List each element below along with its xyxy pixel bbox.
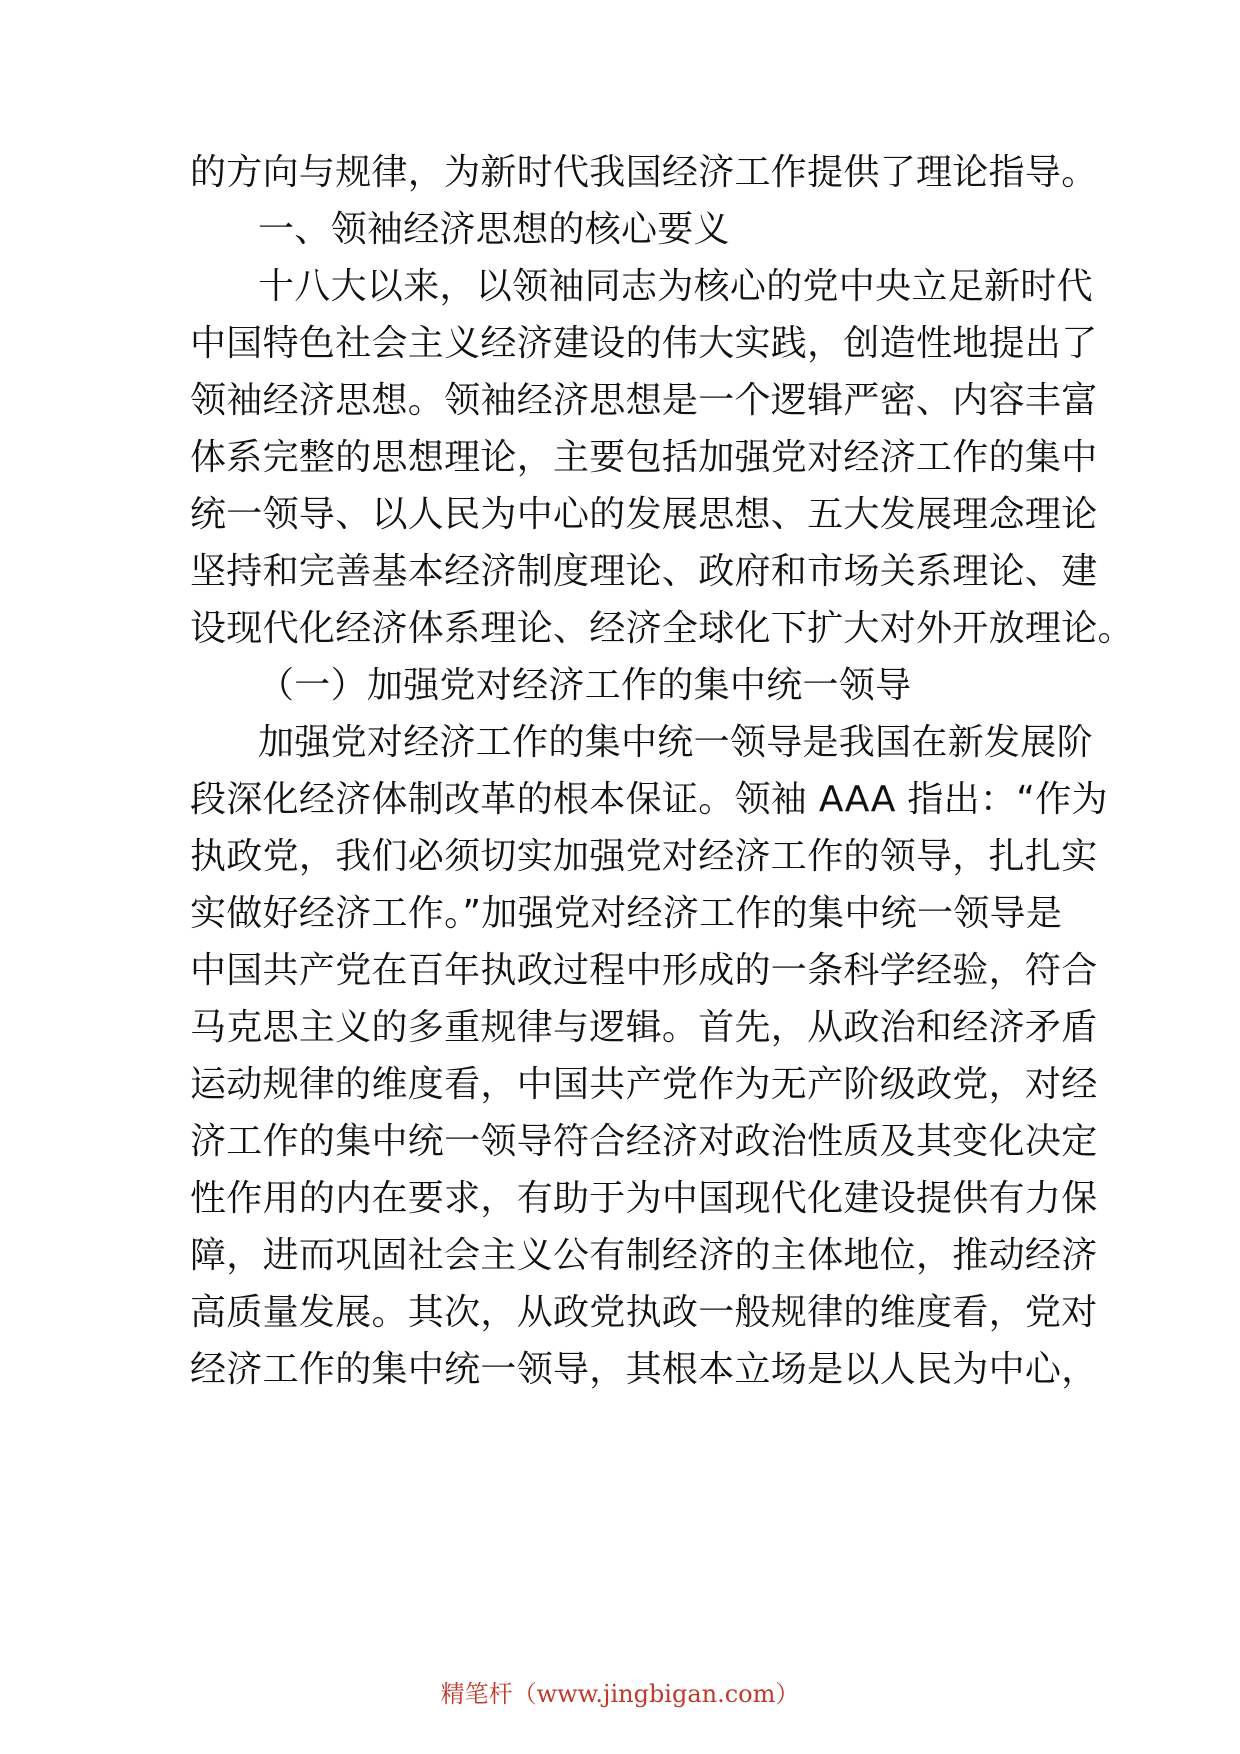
paragraph-line: 马克思主义的多重规律与逻辑。首先，从政治和经济矛盾 [190, 1007, 1098, 1048]
paragraph-line: 济工作的集中统一领导符合经济对政治性质及其变化决定 [190, 1121, 1098, 1162]
paragraph-line: 坚持和完善基本经济制度理论、政府和市场关系理论、建 [190, 551, 1098, 592]
section-heading: 一、领袖经济思想的核心要义 [258, 209, 730, 250]
paragraph-line: 中国共产党在百年执政过程中形成的一条科学经验，符合 [190, 950, 1098, 991]
footer-watermark-link[interactable]: 精笔杆（www.jingbigan.com） [440, 1680, 800, 1708]
paragraph-line: 障，进而巩固社会主义公有制经济的主体地位，推动经济 [190, 1235, 1098, 1276]
paragraph-line: 的方向与规律，为新时代我国经济工作提供了理论指导。 [190, 152, 1098, 193]
paragraph-line: 设现代化经济体系理论、经济全球化下扩大对外开放理论。 [190, 608, 1134, 649]
paragraph-line: 体系完整的思想理论，主要包括加强党对经济工作的集中 [190, 437, 1098, 478]
paragraph-line: 高质量发展。其次，从政党执政一般规律的维度看，党对 [190, 1292, 1098, 1333]
paragraph-line: 中国特色社会主义经济建设的伟大实践，创造性地提出了 [190, 323, 1098, 364]
paragraph-line: 统一领导、以人民为中心的发展思想、五大发展理念理论 [190, 494, 1098, 535]
paragraph-line: 实做好经济工作。”加强党对经济工作的集中统一领导是 [190, 893, 1063, 934]
paragraph-line: 领袖经济思想。领袖经济思想是一个逻辑严密、内容丰富 [190, 380, 1098, 421]
paragraph-line: 性作用的内在要求，有助于为中国现代化建设提供有力保 [190, 1178, 1098, 1219]
paragraph-line: 运动规律的维度看，中国共产党作为无产阶级政党，对经 [190, 1064, 1098, 1105]
paragraph-line: 段深化经济体制改革的根本保证。领袖 AAA 指出：“作为 [190, 779, 1108, 820]
paragraph-line: 十八大以来，以领袖同志为核心的党中央立足新时代 [258, 266, 1093, 307]
paragraph-line: 经济工作的集中统一领导，其根本立场是以人民为中心， [190, 1349, 1098, 1390]
subsection-heading: （一）加强党对经济工作的集中统一领导 [258, 665, 912, 706]
paragraph-line: 执政党，我们必须切实加强党对经济工作的领导，扎扎实 [190, 836, 1098, 877]
paragraph-line: 加强党对经济工作的集中统一领导是我国在新发展阶 [258, 722, 1093, 763]
